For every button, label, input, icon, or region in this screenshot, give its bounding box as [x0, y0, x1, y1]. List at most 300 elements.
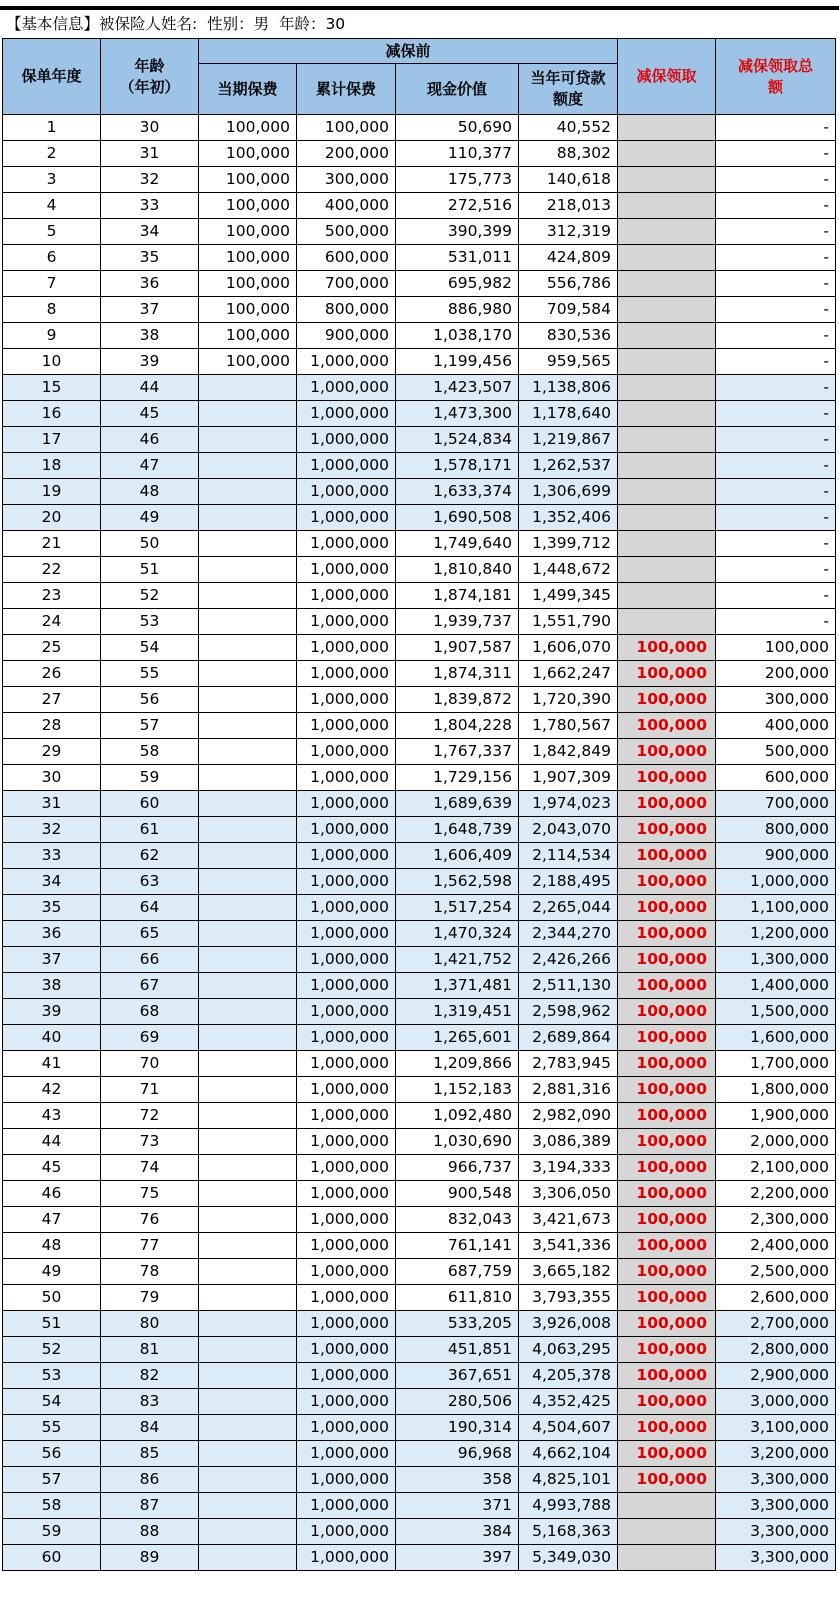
- cell-loan-amount: 218,013: [519, 193, 618, 219]
- cell-cash-value: 358: [396, 1467, 519, 1493]
- cell-cumulative-premium: 1,000,000: [297, 1103, 396, 1129]
- cell-policy-year: 19: [3, 479, 101, 505]
- cell-age: 69: [101, 1025, 199, 1051]
- cell-loan-amount: 4,205,378: [519, 1363, 618, 1389]
- cell-age: 51: [101, 557, 199, 583]
- cell-withdrawal: [618, 115, 716, 141]
- table-row: [3, 349, 836, 375]
- cell-age: 82: [101, 1363, 199, 1389]
- cell-age: 68: [101, 999, 199, 1025]
- cell-current-premium: 100,000: [199, 271, 297, 297]
- cell-current-premium: 100,000: [199, 193, 297, 219]
- cell-withdrawal-total: 1,900,000: [716, 1103, 836, 1129]
- cell-loan-amount: 2,426,266: [519, 947, 618, 973]
- cell-withdrawal: [618, 1519, 716, 1545]
- cell-withdrawal: [618, 193, 716, 219]
- cell-cash-value: 611,810: [396, 1285, 519, 1311]
- cell-withdrawal-total: 1,400,000: [716, 973, 836, 999]
- cell-cumulative-premium: 1,000,000: [297, 1129, 396, 1155]
- cell-cash-value: 1,729,156: [396, 765, 519, 791]
- cell-cash-value: 1,473,300: [396, 401, 519, 427]
- cell-loan-amount: 2,689,864: [519, 1025, 618, 1051]
- cell-cash-value: 1,690,508: [396, 505, 519, 531]
- cell-cash-value: 1,606,409: [396, 843, 519, 869]
- header-cash-value: 现金价值: [396, 64, 519, 115]
- cell-withdrawal-total: 2,200,000: [716, 1181, 836, 1207]
- cell-cash-value: 1,319,451: [396, 999, 519, 1025]
- table-row: [3, 115, 836, 141]
- cell-cash-value: 451,851: [396, 1337, 519, 1363]
- cell-current-premium: 100,000: [199, 349, 297, 375]
- cell-policy-year: 37: [3, 947, 101, 973]
- cell-current-premium: [199, 973, 297, 999]
- cell-current-premium: [199, 713, 297, 739]
- cell-age: 52: [101, 583, 199, 609]
- cell-cash-value: 1,092,480: [396, 1103, 519, 1129]
- cell-loan-amount: 3,541,336: [519, 1233, 618, 1259]
- cell-current-premium: [199, 1337, 297, 1363]
- cell-policy-year: 36: [3, 921, 101, 947]
- cell-policy-year: 54: [3, 1389, 101, 1415]
- cell-withdrawal: 100,000: [618, 661, 716, 687]
- cell-cumulative-premium: 1,000,000: [297, 557, 396, 583]
- cell-loan-amount: 3,793,355: [519, 1285, 618, 1311]
- cell-policy-year: 5: [3, 219, 101, 245]
- cell-withdrawal: 100,000: [618, 999, 716, 1025]
- table-row: [3, 1337, 836, 1363]
- cell-cumulative-premium: 1,000,000: [297, 1519, 396, 1545]
- table-row: [3, 453, 836, 479]
- cell-age: 37: [101, 297, 199, 323]
- cell-cash-value: 832,043: [396, 1207, 519, 1233]
- cell-cash-value: 1,470,324: [396, 921, 519, 947]
- cell-cumulative-premium: 1,000,000: [297, 1311, 396, 1337]
- cell-withdrawal-total: -: [716, 297, 836, 323]
- cell-withdrawal-total: -: [716, 219, 836, 245]
- cell-withdrawal: 100,000: [618, 1129, 716, 1155]
- cell-withdrawal: [618, 453, 716, 479]
- cell-cumulative-premium: 1,000,000: [297, 1207, 396, 1233]
- cell-loan-amount: 1,352,406: [519, 505, 618, 531]
- cell-cumulative-premium: 1,000,000: [297, 765, 396, 791]
- cell-withdrawal-total: 900,000: [716, 843, 836, 869]
- cell-age: 62: [101, 843, 199, 869]
- cell-withdrawal: 100,000: [618, 1467, 716, 1493]
- cell-cash-value: 1,749,640: [396, 531, 519, 557]
- cell-policy-year: 30: [3, 765, 101, 791]
- cell-withdrawal-total: -: [716, 505, 836, 531]
- cell-cash-value: 1,633,374: [396, 479, 519, 505]
- cell-cash-value: 1,517,254: [396, 895, 519, 921]
- cell-withdrawal-total: 3,300,000: [716, 1493, 836, 1519]
- cell-age: 73: [101, 1129, 199, 1155]
- cell-withdrawal: 100,000: [618, 1285, 716, 1311]
- cell-withdrawal: [618, 583, 716, 609]
- cell-policy-year: 8: [3, 297, 101, 323]
- cell-withdrawal-total: 400,000: [716, 713, 836, 739]
- cell-withdrawal: 100,000: [618, 1103, 716, 1129]
- cell-cumulative-premium: 1,000,000: [297, 1025, 396, 1051]
- cell-current-premium: [199, 1259, 297, 1285]
- cell-cash-value: 1,038,170: [396, 323, 519, 349]
- table-row: [3, 557, 836, 583]
- cell-cash-value: 1,874,311: [396, 661, 519, 687]
- cell-cumulative-premium: 500,000: [297, 219, 396, 245]
- cell-current-premium: [199, 895, 297, 921]
- table-row: [3, 1259, 836, 1285]
- cell-withdrawal: 100,000: [618, 1311, 716, 1337]
- cell-loan-amount: 4,352,425: [519, 1389, 618, 1415]
- cell-withdrawal-total: 800,000: [716, 817, 836, 843]
- table-row: [3, 1233, 836, 1259]
- cell-cash-value: 367,651: [396, 1363, 519, 1389]
- cell-current-premium: [199, 869, 297, 895]
- table-row: [3, 1493, 836, 1519]
- cell-policy-year: 50: [3, 1285, 101, 1311]
- cell-withdrawal: 100,000: [618, 817, 716, 843]
- cell-cumulative-premium: 700,000: [297, 271, 396, 297]
- cell-age: 38: [101, 323, 199, 349]
- cell-cumulative-premium: 1,000,000: [297, 453, 396, 479]
- table-row: [3, 739, 836, 765]
- table-row: [3, 1077, 836, 1103]
- cell-withdrawal-total: 1,100,000: [716, 895, 836, 921]
- cell-age: 66: [101, 947, 199, 973]
- cell-withdrawal: 100,000: [618, 947, 716, 973]
- cell-loan-amount: 3,421,673: [519, 1207, 618, 1233]
- table-row: [3, 583, 836, 609]
- table-body: [3, 115, 836, 1571]
- cell-loan-amount: 2,043,070: [519, 817, 618, 843]
- cell-cumulative-premium: 1,000,000: [297, 1155, 396, 1181]
- cell-current-premium: [199, 1363, 297, 1389]
- cell-cumulative-premium: 900,000: [297, 323, 396, 349]
- cell-cumulative-premium: 1,000,000: [297, 1389, 396, 1415]
- header-policy-year: 保单年度: [3, 39, 101, 115]
- table-row: [3, 1519, 836, 1545]
- table-row: [3, 193, 836, 219]
- cell-withdrawal: 100,000: [618, 1207, 716, 1233]
- table-row: [3, 219, 836, 245]
- cell-current-premium: [199, 999, 297, 1025]
- cell-current-premium: 100,000: [199, 245, 297, 271]
- cell-loan-amount: 2,114,534: [519, 843, 618, 869]
- cell-cash-value: 280,506: [396, 1389, 519, 1415]
- cell-withdrawal: 100,000: [618, 895, 716, 921]
- cell-age: 78: [101, 1259, 199, 1285]
- cell-policy-year: 47: [3, 1207, 101, 1233]
- cell-withdrawal: [618, 1493, 716, 1519]
- cell-loan-amount: 424,809: [519, 245, 618, 271]
- cell-policy-year: 20: [3, 505, 101, 531]
- cell-cash-value: 371: [396, 1493, 519, 1519]
- cell-cash-value: 1,030,690: [396, 1129, 519, 1155]
- cell-cash-value: 1,810,840: [396, 557, 519, 583]
- cell-age: 50: [101, 531, 199, 557]
- header-before-reduction: 减保前: [199, 39, 618, 64]
- cell-policy-year: 10: [3, 349, 101, 375]
- cell-withdrawal: 100,000: [618, 635, 716, 661]
- table-row: [3, 1051, 836, 1077]
- basic-info-label: 【基本信息】: [6, 15, 100, 33]
- table-row: [3, 1415, 836, 1441]
- cell-withdrawal-total: -: [716, 193, 836, 219]
- cell-withdrawal: 100,000: [618, 1441, 716, 1467]
- cell-cumulative-premium: 400,000: [297, 193, 396, 219]
- cell-loan-amount: 5,349,030: [519, 1545, 618, 1571]
- cell-current-premium: [199, 1285, 297, 1311]
- table-row: [3, 1363, 836, 1389]
- cell-age: 74: [101, 1155, 199, 1181]
- cell-loan-amount: 1,606,070: [519, 635, 618, 661]
- cell-age: 56: [101, 687, 199, 713]
- cell-cash-value: 384: [396, 1519, 519, 1545]
- cell-withdrawal: 100,000: [618, 1051, 716, 1077]
- cell-current-premium: [199, 739, 297, 765]
- cell-cash-value: 1,578,171: [396, 453, 519, 479]
- cell-withdrawal: 100,000: [618, 1077, 716, 1103]
- cell-policy-year: 44: [3, 1129, 101, 1155]
- cell-policy-year: 38: [3, 973, 101, 999]
- cell-cumulative-premium: 1,000,000: [297, 687, 396, 713]
- cell-age: 33: [101, 193, 199, 219]
- cell-withdrawal: [618, 609, 716, 635]
- cell-withdrawal: 100,000: [618, 973, 716, 999]
- cell-withdrawal-total: -: [716, 115, 836, 141]
- table-row: [3, 375, 836, 401]
- cell-loan-amount: 1,842,849: [519, 739, 618, 765]
- cell-cash-value: 687,759: [396, 1259, 519, 1285]
- cell-withdrawal: 100,000: [618, 1259, 716, 1285]
- cell-withdrawal: 100,000: [618, 843, 716, 869]
- cell-loan-amount: 3,665,182: [519, 1259, 618, 1285]
- cell-current-premium: [199, 687, 297, 713]
- table-row: [3, 817, 836, 843]
- cell-cumulative-premium: 1,000,000: [297, 1493, 396, 1519]
- cell-loan-amount: 40,552: [519, 115, 618, 141]
- cell-age: 45: [101, 401, 199, 427]
- cell-policy-year: 42: [3, 1077, 101, 1103]
- cell-loan-amount: 2,982,090: [519, 1103, 618, 1129]
- cell-policy-year: 26: [3, 661, 101, 687]
- cell-cash-value: 1,421,752: [396, 947, 519, 973]
- cell-cash-value: 190,314: [396, 1415, 519, 1441]
- cell-cumulative-premium: 1,000,000: [297, 713, 396, 739]
- cell-loan-amount: 2,783,945: [519, 1051, 618, 1077]
- cell-current-premium: 100,000: [199, 167, 297, 193]
- table-row: [3, 1103, 836, 1129]
- cell-current-premium: [199, 1467, 297, 1493]
- cell-withdrawal: [618, 245, 716, 271]
- cell-cumulative-premium: 1,000,000: [297, 1363, 396, 1389]
- table-row: [3, 635, 836, 661]
- cell-age: 86: [101, 1467, 199, 1493]
- cell-loan-amount: 4,063,295: [519, 1337, 618, 1363]
- cell-cash-value: 1,767,337: [396, 739, 519, 765]
- table-row: [3, 1181, 836, 1207]
- cell-withdrawal: 100,000: [618, 1181, 716, 1207]
- cell-loan-amount: 3,926,008: [519, 1311, 618, 1337]
- header-cumulative-premium: 累计保费: [297, 64, 396, 115]
- cell-withdrawal: [618, 167, 716, 193]
- cell-age: 72: [101, 1103, 199, 1129]
- cell-withdrawal: 100,000: [618, 869, 716, 895]
- cell-withdrawal: [618, 349, 716, 375]
- cell-age: 36: [101, 271, 199, 297]
- table-row: [3, 1311, 836, 1337]
- cell-policy-year: 3: [3, 167, 101, 193]
- cell-current-premium: [199, 583, 297, 609]
- cell-withdrawal-total: 3,300,000: [716, 1519, 836, 1545]
- cell-cumulative-premium: 1,000,000: [297, 661, 396, 687]
- cell-withdrawal: [618, 1545, 716, 1571]
- cell-withdrawal-total: -: [716, 167, 836, 193]
- cell-age: 32: [101, 167, 199, 193]
- cell-withdrawal: 100,000: [618, 1337, 716, 1363]
- cell-policy-year: 25: [3, 635, 101, 661]
- cell-cash-value: 1,874,181: [396, 583, 519, 609]
- cell-current-premium: [199, 1155, 297, 1181]
- table-row: [3, 1155, 836, 1181]
- cell-current-premium: 100,000: [199, 115, 297, 141]
- table-row: [3, 895, 836, 921]
- cell-policy-year: 9: [3, 323, 101, 349]
- cell-policy-year: 39: [3, 999, 101, 1025]
- cell-policy-year: 17: [3, 427, 101, 453]
- cell-loan-amount: 556,786: [519, 271, 618, 297]
- cell-cumulative-premium: 1,000,000: [297, 895, 396, 921]
- cell-cumulative-premium: 1,000,000: [297, 869, 396, 895]
- cell-loan-amount: 4,993,788: [519, 1493, 618, 1519]
- cell-withdrawal: 100,000: [618, 1155, 716, 1181]
- cell-policy-year: 46: [3, 1181, 101, 1207]
- cell-loan-amount: 2,188,495: [519, 869, 618, 895]
- cell-withdrawal: 100,000: [618, 1363, 716, 1389]
- cell-age: 44: [101, 375, 199, 401]
- cell-age: 67: [101, 973, 199, 999]
- cell-withdrawal-total: -: [716, 245, 836, 271]
- table-row: [3, 1389, 836, 1415]
- cell-policy-year: 48: [3, 1233, 101, 1259]
- cell-policy-year: 53: [3, 1363, 101, 1389]
- cell-withdrawal-total: 2,600,000: [716, 1285, 836, 1311]
- cell-withdrawal-total: 2,500,000: [716, 1259, 836, 1285]
- cell-policy-year: 57: [3, 1467, 101, 1493]
- cell-withdrawal: [618, 271, 716, 297]
- cell-policy-year: 4: [3, 193, 101, 219]
- cell-withdrawal-total: -: [716, 349, 836, 375]
- cell-age: 87: [101, 1493, 199, 1519]
- table-row: [3, 1467, 836, 1493]
- cell-withdrawal-total: 200,000: [716, 661, 836, 687]
- cell-cumulative-premium: 1,000,000: [297, 375, 396, 401]
- cell-policy-year: 41: [3, 1051, 101, 1077]
- cell-withdrawal: 100,000: [618, 1233, 716, 1259]
- cell-loan-amount: 4,504,607: [519, 1415, 618, 1441]
- cell-current-premium: [199, 1311, 297, 1337]
- cell-current-premium: [199, 947, 297, 973]
- table-row: [3, 245, 836, 271]
- cell-age: 46: [101, 427, 199, 453]
- cell-policy-year: 24: [3, 609, 101, 635]
- table-row: [3, 973, 836, 999]
- cell-loan-amount: 1,551,790: [519, 609, 618, 635]
- cell-loan-amount: 1,399,712: [519, 531, 618, 557]
- cell-withdrawal: [618, 557, 716, 583]
- cell-loan-amount: 1,662,247: [519, 661, 618, 687]
- cell-age: 30: [101, 115, 199, 141]
- cell-cash-value: 531,011: [396, 245, 519, 271]
- cell-cash-value: 1,209,866: [396, 1051, 519, 1077]
- cell-loan-amount: 1,219,867: [519, 427, 618, 453]
- cell-loan-amount: 140,618: [519, 167, 618, 193]
- cell-age: 63: [101, 869, 199, 895]
- cell-withdrawal-total: 2,700,000: [716, 1311, 836, 1337]
- cell-cumulative-premium: 1,000,000: [297, 843, 396, 869]
- cell-current-premium: [199, 505, 297, 531]
- header-withdrawal: 减保领取: [618, 39, 716, 115]
- cell-age: 77: [101, 1233, 199, 1259]
- table-row: [3, 167, 836, 193]
- cell-cumulative-premium: 1,000,000: [297, 1285, 396, 1311]
- cell-cumulative-premium: 1,000,000: [297, 1051, 396, 1077]
- cell-cash-value: 1,804,228: [396, 713, 519, 739]
- cell-loan-amount: 3,194,333: [519, 1155, 618, 1181]
- cell-cumulative-premium: 800,000: [297, 297, 396, 323]
- cell-current-premium: [199, 1389, 297, 1415]
- cell-loan-amount: 1,306,699: [519, 479, 618, 505]
- cell-loan-amount: 3,306,050: [519, 1181, 618, 1207]
- cell-cumulative-premium: 1,000,000: [297, 791, 396, 817]
- table-row: [3, 479, 836, 505]
- cell-withdrawal-total: 600,000: [716, 765, 836, 791]
- cell-age: 64: [101, 895, 199, 921]
- cell-current-premium: [199, 375, 297, 401]
- table-row: [3, 999, 836, 1025]
- cell-current-premium: [199, 1233, 297, 1259]
- cell-age: 61: [101, 817, 199, 843]
- cell-cash-value: 1,648,739: [396, 817, 519, 843]
- cell-current-premium: [199, 1077, 297, 1103]
- table-row: [3, 791, 836, 817]
- cell-cumulative-premium: 1,000,000: [297, 583, 396, 609]
- cell-current-premium: [199, 531, 297, 557]
- cell-withdrawal: [618, 375, 716, 401]
- cell-age: 31: [101, 141, 199, 167]
- cell-cumulative-premium: 1,000,000: [297, 1441, 396, 1467]
- table-row: [3, 1025, 836, 1051]
- cell-policy-year: 22: [3, 557, 101, 583]
- cell-withdrawal-total: 1,600,000: [716, 1025, 836, 1051]
- cell-withdrawal: [618, 323, 716, 349]
- cell-withdrawal-total: -: [716, 479, 836, 505]
- cell-age: 60: [101, 791, 199, 817]
- cell-cash-value: 1,524,834: [396, 427, 519, 453]
- cell-cash-value: 1,839,872: [396, 687, 519, 713]
- cell-withdrawal-total: -: [716, 375, 836, 401]
- cell-age: 65: [101, 921, 199, 947]
- cell-age: 59: [101, 765, 199, 791]
- cell-withdrawal-total: 3,100,000: [716, 1415, 836, 1441]
- cell-withdrawal-total: 500,000: [716, 739, 836, 765]
- cell-age: 84: [101, 1415, 199, 1441]
- cell-current-premium: [199, 843, 297, 869]
- cell-policy-year: 31: [3, 791, 101, 817]
- cell-withdrawal: [618, 427, 716, 453]
- cell-age: 35: [101, 245, 199, 271]
- cell-withdrawal: 100,000: [618, 765, 716, 791]
- cell-policy-year: 52: [3, 1337, 101, 1363]
